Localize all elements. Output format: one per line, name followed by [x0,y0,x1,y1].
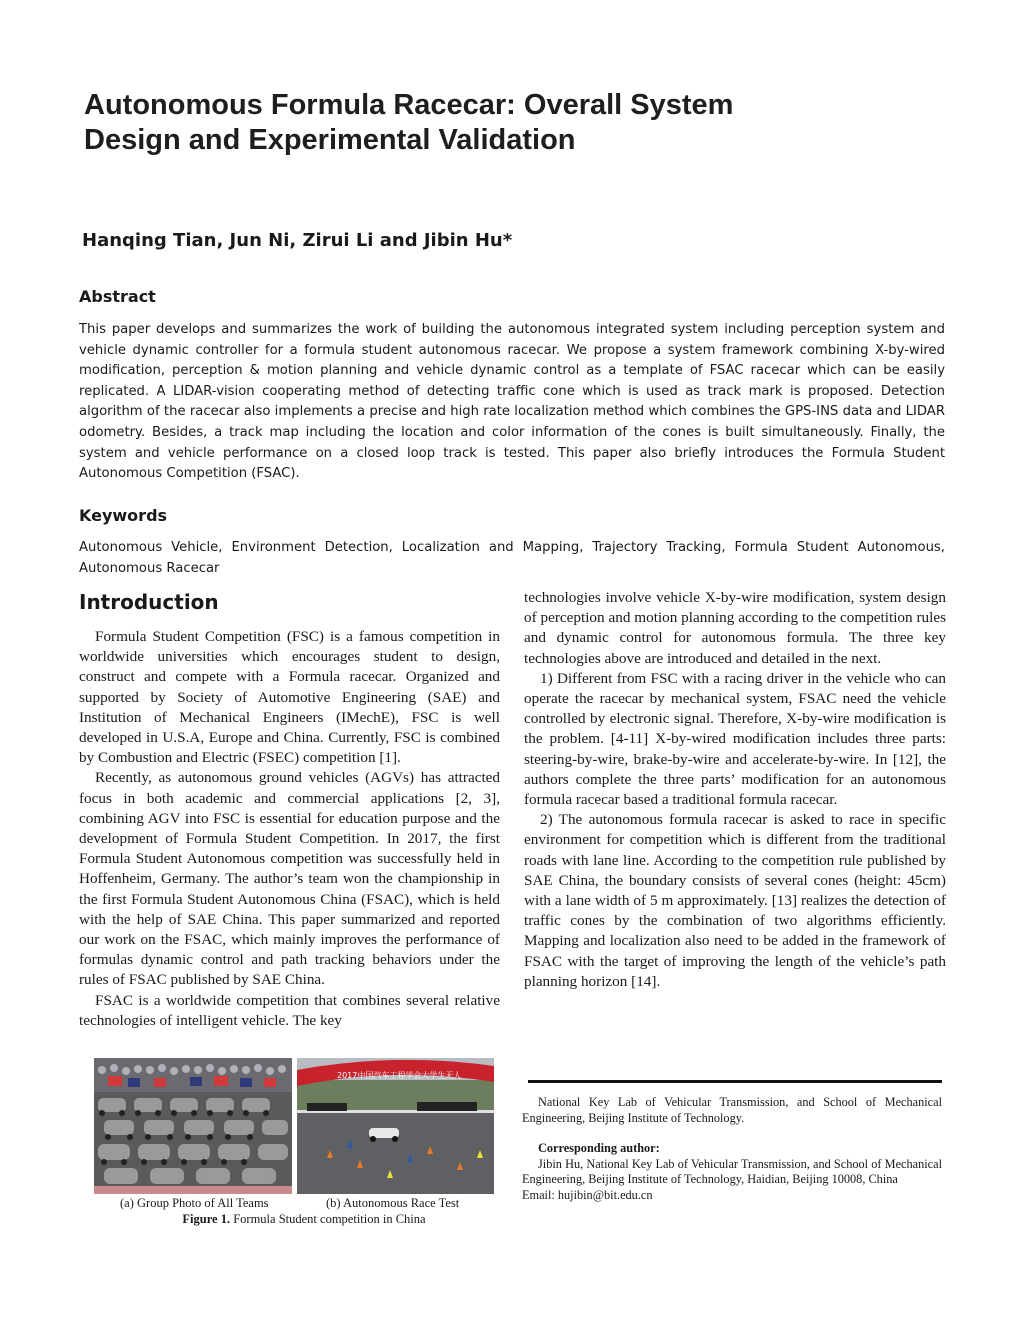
intro-paragraph: FSAC is a worldwide competition that combines several relative technologies of intelligent vehicle. The key [79,991,500,1029]
introduction-heading: Introduction [79,590,219,614]
title-line-2: Design and Experimental Validation [84,124,576,156]
race-test-image [297,1058,494,1194]
intro-paragraph: Recently, as autonomous ground vehicles (AGVs) has attracted focus in both academic and commercial applications [2, 3], combining AGV into FSC is essential for education purpose and the development of Formula Student Competition. In 2017, the first Formula Student Autonomous competition was successfully held in Hoffenheim, Germany. The author’s team won the championship in the first Formula Student Autonomous China (FSAC), which is held with the help of SAE China. This paper summarized and reported our work on the FSAC, which mainly improves the performance of formulas dynamic control and path tracking behaviors under the rules of FSAC published by SAE China. [79,769,500,989]
intro-left-column [79,627,500,1031]
figure-caption-text: Formula Student competition in China [233,1212,426,1226]
banner-text: 2017中国汽车工程学会大学生无人 [337,1071,462,1080]
figure-label: Figure 1. [182,1212,231,1226]
abstract-text: This paper develops and summarizes the work of building the autonomous integrated system including perception system and vehicle dynamic controller for a formula student autonomous racecar. We propose a system framework combining X-by-wired modification, perception & motion planning and vehicle dynamic control as a template of FSAC racecar which can be easily replicated. A LIDAR-vision cooperating method of detecting traffic cone which is used as track mark is proposed. Detection algorithm of the racecar also implements a precise and high rate localization method which combines the GPS-INS data and LIDAR odometry. Besides, a track map including the location and color information of the cones is built simultaneously. Finally, the system and vehicle performance on a closed loop track is tested. This paper also briefly introduces the Formula Student Autonomous Competition (FSAC). [79,322,945,482]
affiliation-note [522,1095,942,1126]
intro-paragraph: 1) Different from FSC with a racing driver in the vehicle who can operate the racecar by mechanical system, FSAC need the vehicle controlled by electronic signal. Therefore, X-by-wire modification is the problem. [4-11] X-by-wired modification includes three parts: steering-by-wire, brake-by-wire and accelerate-by-wire. In [12], the authors complete the three parts’ modification for an autonomous formula racecar based a traditional formula racecar. [524,669,946,809]
subcaption-a: (a) Group Photo of All Teams [120,1196,269,1210]
corresponding-text: Jibin Hu, National Key Lab of Vehicular Transmission, and School of Mechanical Engineering, Beijing Institute of Technology, Haidian, Beijing 10008, China [522,1156,942,1186]
corresponding-author-note [522,1141,942,1203]
abstract-heading: Abstract [79,287,156,306]
keywords-heading: Keywords [79,506,168,525]
figure-caption [94,1212,514,1227]
intro-paragraph: Formula Student Competition (FSC) is a famous competition in worldwide universities which encourages student to design, construct and compete with a Formula racecar. Organized and supported by Society of Automotive Engineering (SAE) and Institution of Mechanical Engineers (IMechE), FSC is well developed in U.S.A, Europe and China. Currently, FSC is combined by Combustion and Electric (FSEC) competition [1]. [79,628,500,767]
corresponding-heading: Corresponding author: [538,1141,660,1155]
email-text: Email: hujibin@bit.edu.cn [522,1187,653,1202]
group-photo-image [94,1058,292,1194]
subcaption-b: (b) Autonomous Race Test [326,1196,460,1210]
affiliation-text: National Key Lab of Vehicular Transmission, and School of Mechanical Engineering, Beijing Institute of Technology. [522,1095,942,1125]
intro-paragraph: 2) The autonomous formula racecar is asked to race in specific environment for competition which is different from the traditional roads with lane line. According to the competition rule published by SAE China, the boundary consists of several cones (height: 45cm) with a lane width of 5 m approximately. [13] realizes the detection of traffic cones by the combination of two algorithms efficiently. Mapping and localization also need to be added in the framework of FSAC with the target of improving the length of the vehicle’s path planning horizon [14]. [524,811,946,990]
footnote-rule [528,1080,942,1083]
paper-title [84,88,944,158]
title-line-1: Autonomous Formula Racecar: Overall System [84,89,734,121]
intro-paragraph: technologies involve vehicle X-by-wire modification, system design of perception and motion planning according to the competition rules and dynamic control for autonomous formula. The three key technologies above are introduced and detailed in the next. [524,589,946,667]
intro-right-column [524,588,946,992]
author-list: Hanqing Tian, Jun Ni, Zirui Li and Jibin Hu* [82,230,513,251]
keywords-text: Autonomous Vehicle, Environment Detection, Localization and Mapping, Trajectory Tracking, Formula Student Autonomous, Autonomous Racecar [79,540,945,576]
